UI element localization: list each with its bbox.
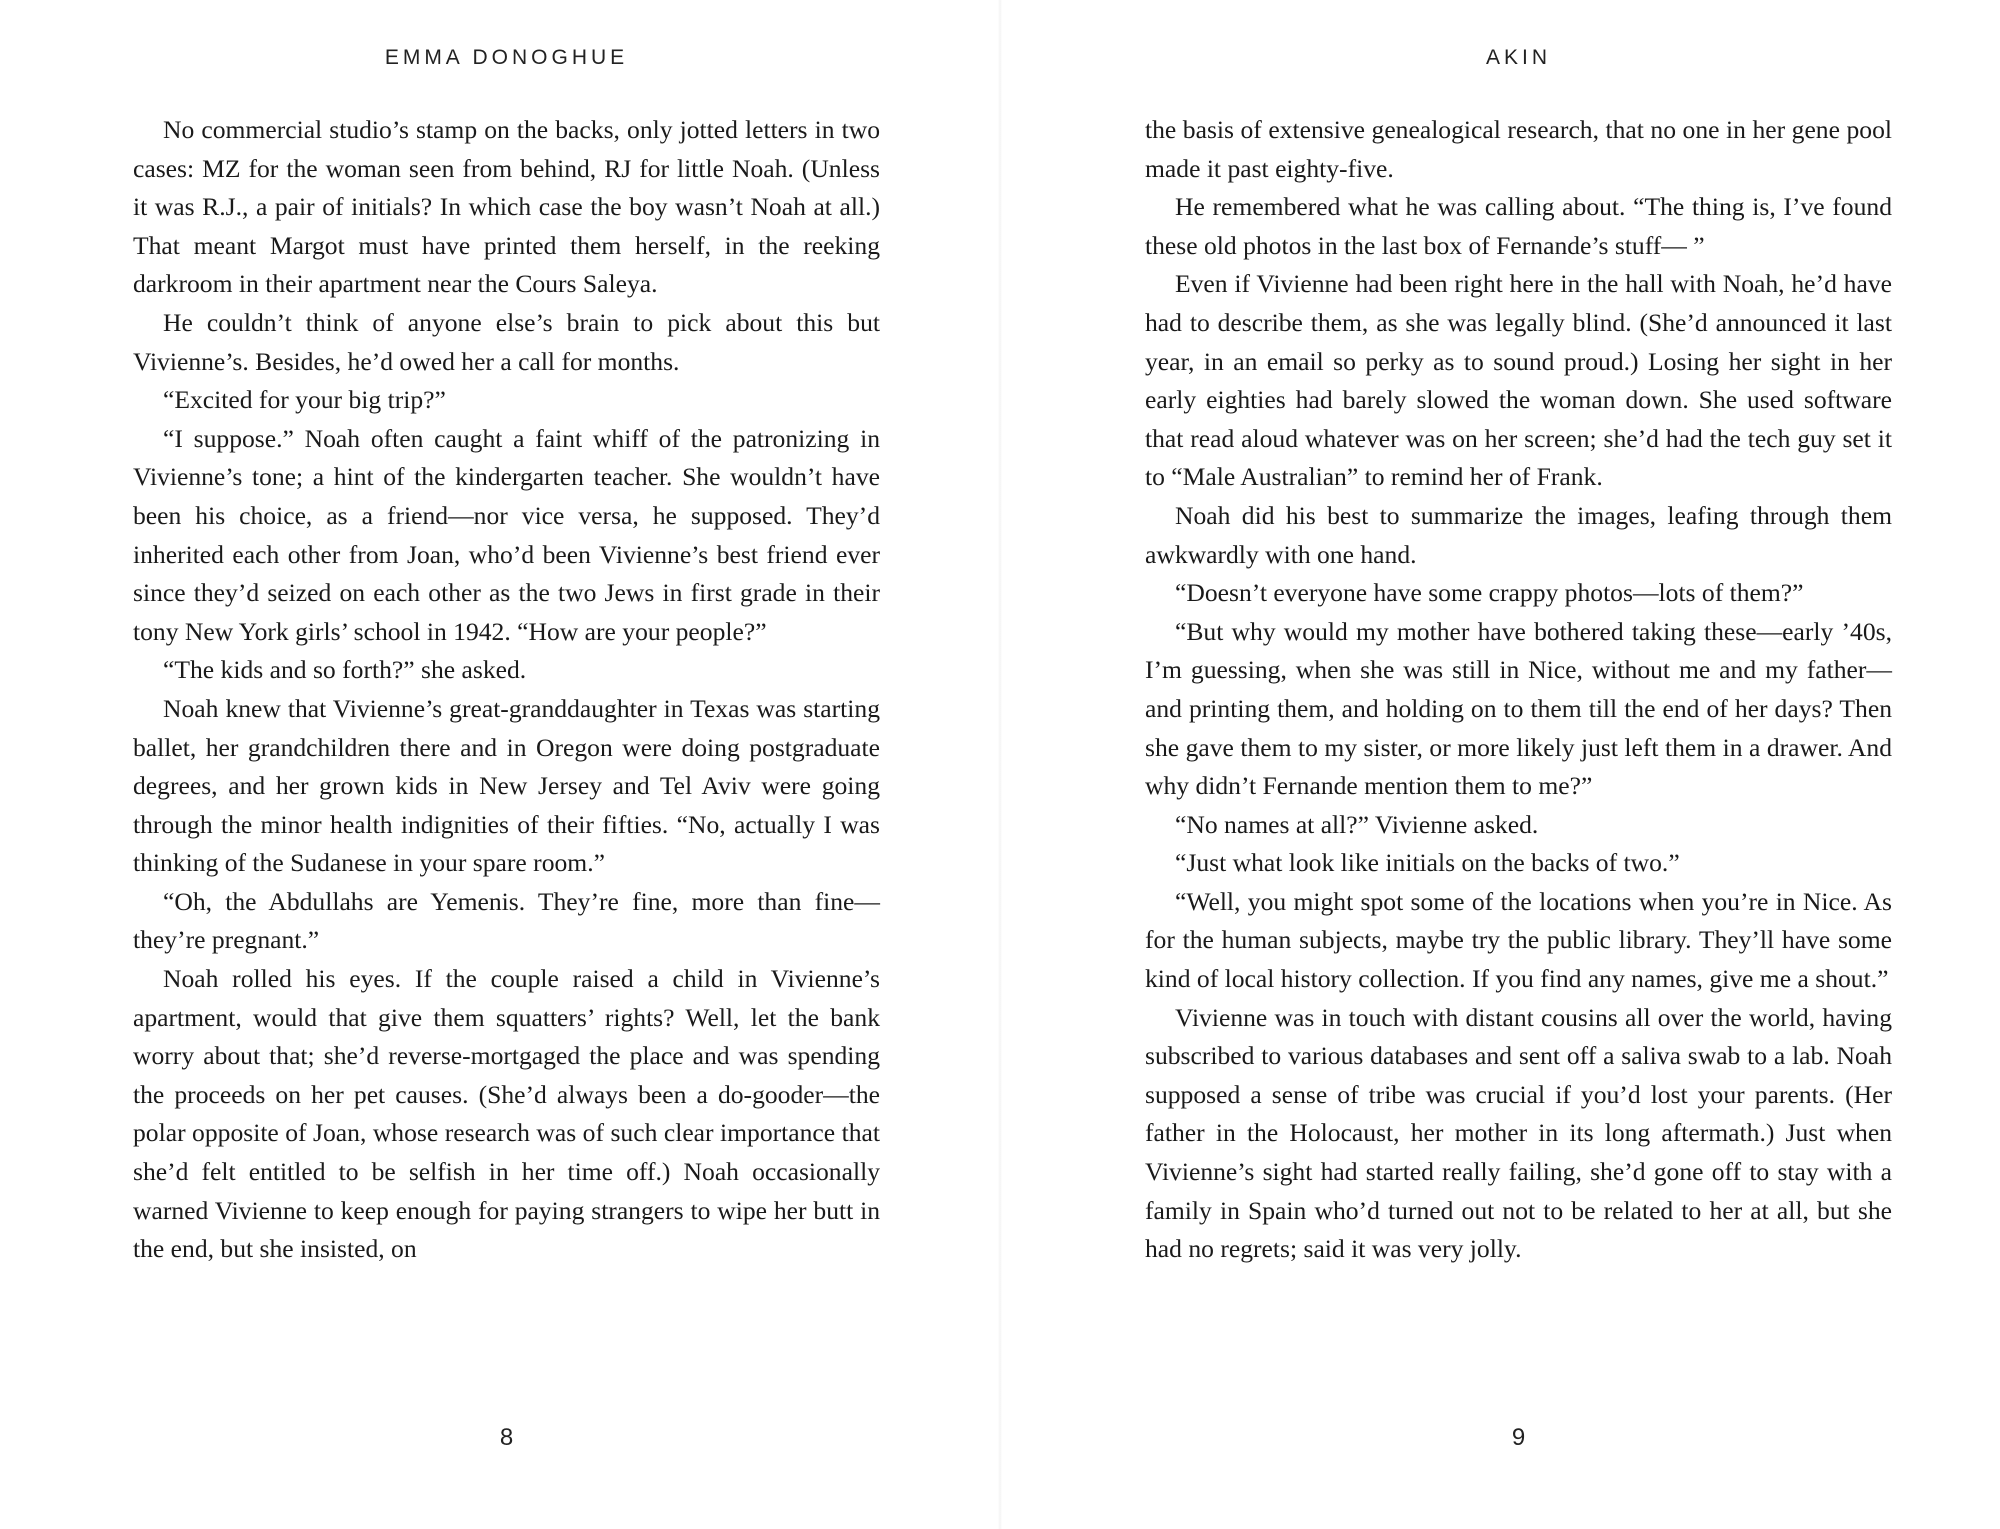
running-head-title: AKIN [1485,46,1551,69]
running-head-author: EMMA DONOGHUE [384,46,629,69]
paragraph: Noah knew that Vivienne’s great-granddaughter in Texas was starting ballet, her grandchildren there and in Oregon were doing postgraduate degrees, and her grown kids in New Jersey and Tel Aviv were going through the minor health indignities of their fifties. “No, actually I was thinking of the Sudanese in your spare room.” [133,693,880,878]
paragraph: “Doesn’t everyone have some crappy photos—lots of them?” [1175,578,1804,608]
paragraph: “Just what look like initials on the backs of two.” [1175,848,1680,878]
paragraph: “No names at all?” Vivienne asked. [1175,809,1539,839]
paragraph: Noah rolled his eyes. If the couple raised a child in Vivienne’s apartment, would that give them squatters’ rights? Well, let the bank worry about that; she’d reverse-mortgaged the place and was spending the proceeds on her pet causes. (She’d always been a do-gooder—the polar opposite of Joan, whose research was of such clear importance that she’d felt entitled to be selfish in her time off.) Noah occasionally warned Vivienne to keep enough for paying strangers to wipe her butt in the end, but she insisted, on [133,964,880,1264]
paragraph: Vivienne was in touch with distant cousins all over the world, having subscribed to various databases and sent off a saliva swab to a lab. Noah supposed a sense of tribe was crucial if you’d lost your parents. (Her father in the Holocaust, her mother in its long aftermath.) Just when Vivienne’s sight had started really failing, she’d gone off to stay with a family in Spain who’d turned out not to be related to her at all, but she had no regrets; said it was very jolly. [1145,1002,1892,1264]
page-number: 9 [1511,1424,1526,1451]
paragraph: Noah did his best to summarize the images, leafing through them awkwardly with one hand. [1145,500,1892,569]
paragraph: Even if Vivienne had been right here in the hall with Noah, he’d have had to describe them, as she was legally blind. (She’d announced it last year, in an email so perky as to sound proud.) Losing her sight in her early eighties had barely slowed the woman down. She used software that read aloud whatever was on her screen; she’d had the tech guy set it to “Male Australian” to remind her of Frank. [1145,269,1892,492]
right-page-body [1145,111,1892,1269]
paragraph: He remembered what he was calling about. “The thing is, I’ve found these old photos in the last box of Fernande’s stuff— ” [1145,192,1892,260]
paragraph: “But why would my mother have bothered taking these—early ’40s, I’m guessing, when she was still in Nice, without me and my father—and printing them, and holding on to them till the end of her days? Then she gave them to my sister, or more likely just left them in a drawer. And why didn’t Fernande mention them to me?” [1145,616,1892,801]
paragraph: “Excited for your big trip?” [163,385,446,415]
paragraph: He couldn’t think of anyone else’s brain to pick about this but Vivienne’s. Besides, he’d owed her a call for months. [133,307,880,376]
paragraph: “I suppose.” Noah often caught a faint whiff of the patronizing in Vivienne’s tone; a hint of the kindergarten teacher. She wouldn’t have been his choice, as a friend—nor vice versa, he supposed. They’d inherited each other from Joan, who’d been Vivienne’s best friend ever since they’d seized on each other as the two Jews in first grade in their tony New York girls’ school in 1942. “How are your people?” [133,423,880,646]
paragraph: “Oh, the Abdullahs are Yemenis. They’re fine, more than fine—they’re pregnant.” [133,886,880,955]
paragraph: “Well, you might spot some of the locations when you’re in Nice. As for the human subjects, maybe try the public library. They’ll have some kind of local history collection. If you find any names, give me a shout.” [1145,886,1892,994]
paragraph: No commercial studio’s stamp on the backs, only jotted letters in two cases: MZ for the woman seen from behind, RJ for little Noah. (Unless it was R.J., a pair of initials? In which case the boy wasn’t Noah at all.) That meant Margot must have printed them herself, in the reeking darkroom in their apartment near the Cours Saleya. [133,115,880,299]
left-page-body [133,111,880,1269]
right-page [1000,0,2000,1529]
paragraph: “The kids and so forth?” she asked. [163,655,527,685]
page-number: 8 [499,1424,514,1451]
continued-paragraph: the basis of extensive genealogical research, that no one in her gene pool made it past eighty-five. [1145,115,1892,183]
